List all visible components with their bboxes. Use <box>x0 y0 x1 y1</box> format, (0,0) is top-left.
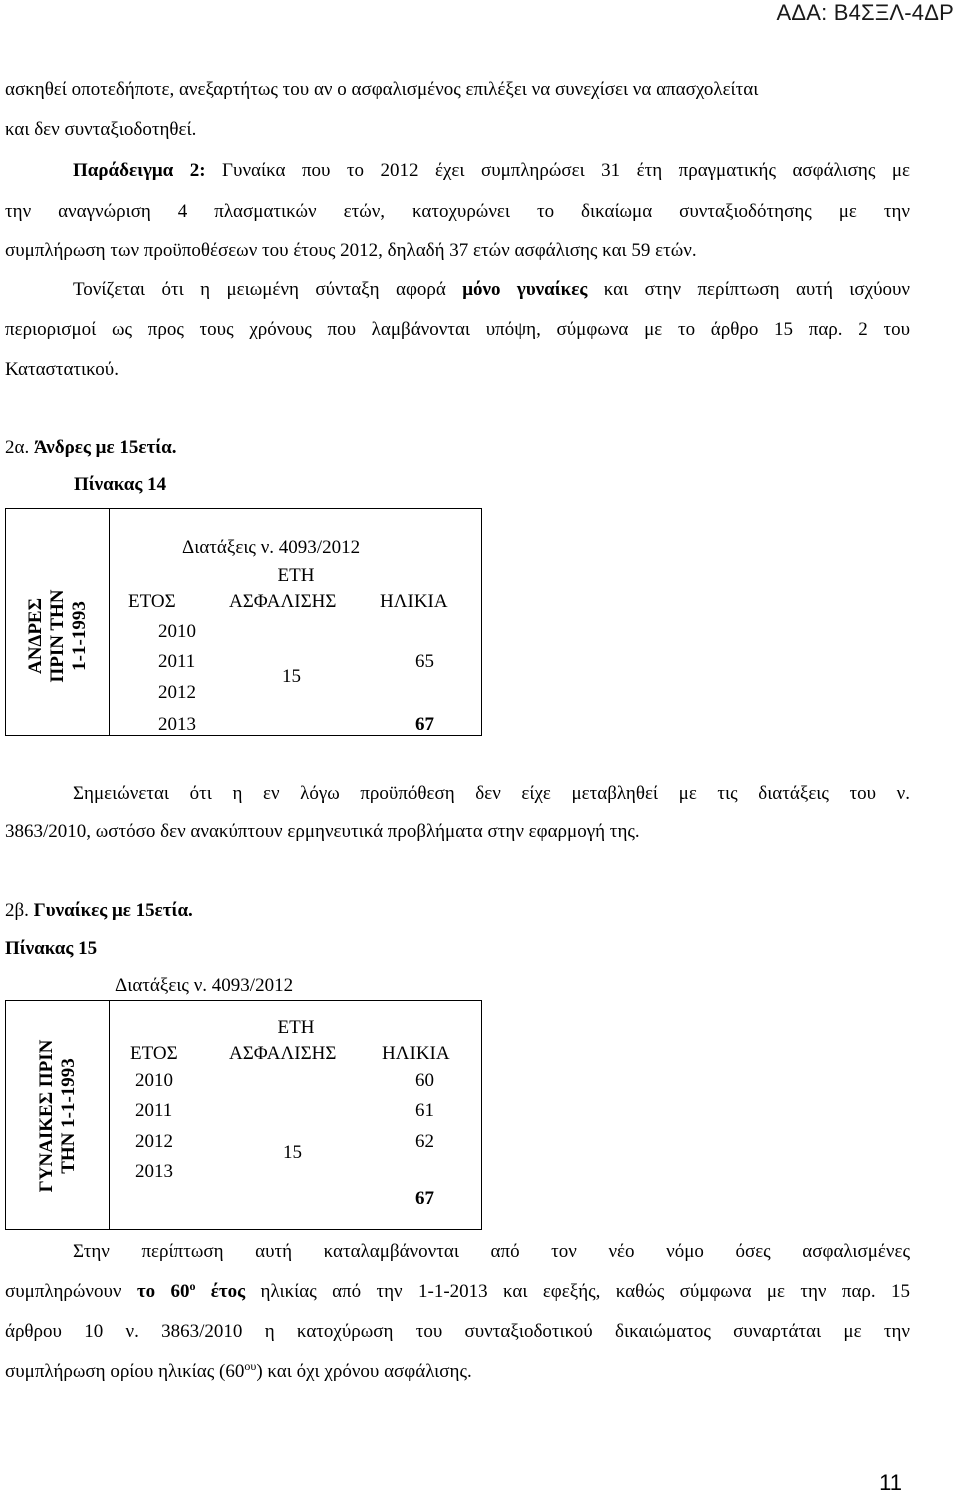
age-value: 65 <box>415 651 434 672</box>
row-year: 2011 <box>158 651 196 672</box>
paragraph-line: συμπλήρωση των προϋποθέσεων του έτους 2012, δηλαδή 37 ετών ασφάλισης και 59 ετών. <box>5 240 697 261</box>
note-line <box>5 278 910 302</box>
provisions-label: Διατάξεις ν. 4093/2012 <box>182 537 361 558</box>
age-value: 62 <box>415 1131 434 1152</box>
side-label: ΓΥΝΑΙΚΕΣ ΠΡΙΝ ΤΗΝ 1-1-1993 <box>36 1039 79 1193</box>
table-caption: Πίνακας 15 <box>5 938 98 959</box>
years-value: 15 <box>282 666 301 687</box>
row-year: 2010 <box>135 1070 173 1091</box>
col-header-age: ΗΛΙΚΙΑ <box>380 591 448 612</box>
section-prefix: 2α. <box>5 437 34 458</box>
row-year: 2012 <box>135 1131 173 1152</box>
col-header-years: ΕΤΗ <box>277 565 315 586</box>
age-value: 61 <box>415 1100 434 1121</box>
table-divider <box>109 1001 110 1229</box>
age-value: 60 <box>415 1070 434 1091</box>
table-caption: Πίνακας 14 <box>74 474 167 495</box>
col-header-year: ΕΤΟΣ <box>130 1043 178 1064</box>
section-title: Γυναίκες με 15ετία. <box>33 900 193 921</box>
col-header-years: ΑΣΦΑΛΙΣΗΣ <box>229 591 337 612</box>
row-year: 2013 <box>158 714 196 735</box>
closing-line: συμπλήρωση ορίου ηλικίας $(60^{o\upsilon})$ και όχι χρόνου ασφάλισης. <box>5 1359 472 1382</box>
section-prefix: 2β. <box>5 900 34 921</box>
paragraph-line: ασκηθεί οποτεδήποτε, ανεξαρτήτως του αν ο ασφαλισμένος επιλέξει να συνεχίσει να απασχολείται <box>5 79 759 100</box>
paragraph-line: Καταστατικού. <box>5 359 119 380</box>
row-year: 2013 <box>135 1161 173 1182</box>
col-header-years: ΕΤΗ <box>277 1017 315 1038</box>
example-2-line <box>5 159 910 183</box>
example-2-text: Γυναίκα που το 2012 έχει συμπληρώσει 31 έτη πραγματικής ασφάλισης με <box>205 160 910 181</box>
age-value: 67 <box>415 1188 434 1209</box>
example-2-label: Παράδειγμα 2: <box>73 160 206 181</box>
section-title: Άνδρες με 15ετία. <box>33 437 177 458</box>
col-header-year: ΕΤΟΣ <box>128 591 176 612</box>
row-year: 2010 <box>158 621 196 642</box>
table-divider <box>109 509 110 735</box>
side-label: ΑΝΔΡΕΣ ΠΡΙΝ ΤΗΝ 1-1-1993 <box>25 589 90 683</box>
paragraph-line: 3863/2010, ωστόσο δεν ανακύπτουν ερμηνευτικά προβλήματα στην εφαρμογή της. <box>5 821 640 842</box>
section-heading-2a <box>5 436 910 460</box>
closing-emphasis: το $60^o$ έτος <box>136 1279 246 1302</box>
note-line: Σημειώνεται ότι η εν λόγω προϋπόθεση δεν είχε μεταβληθεί με τις διατάξεις του ν. <box>73 783 910 804</box>
note-text: και στην περίπτωση αυτή ισχύουν <box>587 279 910 300</box>
table-15 <box>5 1000 482 1230</box>
row-year: 2011 <box>135 1100 173 1121</box>
closing-line: συμπληρώνουν το $60^o$ έτος ηλικίας από την 1-1-2013 και εφεξής, καθώς σύμφωνα με την παρ. 15 <box>5 1279 910 1302</box>
closing-line: άρθρου 10 ν. 3863/2010 η κατοχύρωση του συνταξιοδοτικού δικαιώματος συναρτάται με την <box>5 1321 910 1342</box>
note-emphasis: μόνο γυναίκες <box>462 279 588 300</box>
provisions-label: Διατάξεις ν. 4093/2012 <box>115 975 294 996</box>
closing-line: Στην περίπτωση αυτή καταλαμβάνονται από τον νέο νόμο όσες ασφαλισμένες <box>73 1241 910 1262</box>
col-header-age: ΗΛΙΚΙΑ <box>382 1043 450 1064</box>
section-heading-2b <box>5 899 910 923</box>
paragraph-line: περιορισμοί ως προς τους χρόνους που λαμβάνονται υπόψη, σύμφωνα με το άρθρο 15 παρ. 2 του <box>5 319 910 340</box>
row-year: 2012 <box>158 682 196 703</box>
page-number: 11 <box>879 1470 902 1495</box>
ada-code: ΑΔΑ: Β4ΣΞΛ-4ΔΡ <box>776 0 954 25</box>
paragraph-line: και δεν συνταξιοδοτηθεί. <box>5 119 197 140</box>
years-value: 15 <box>283 1142 302 1163</box>
age-value: 67 <box>415 714 434 735</box>
col-header-years: ΑΣΦΑΛΙΣΗΣ <box>229 1043 337 1064</box>
paragraph-line: την αναγνώριση 4 πλασματικών ετών, κατοχυρώνει το δικαίωμα συνταξιοδότησης με την <box>5 201 910 222</box>
note-text: Τονίζεται ότι η μειωμένη σύνταξη αφορά <box>73 279 463 300</box>
table-14 <box>5 508 482 736</box>
